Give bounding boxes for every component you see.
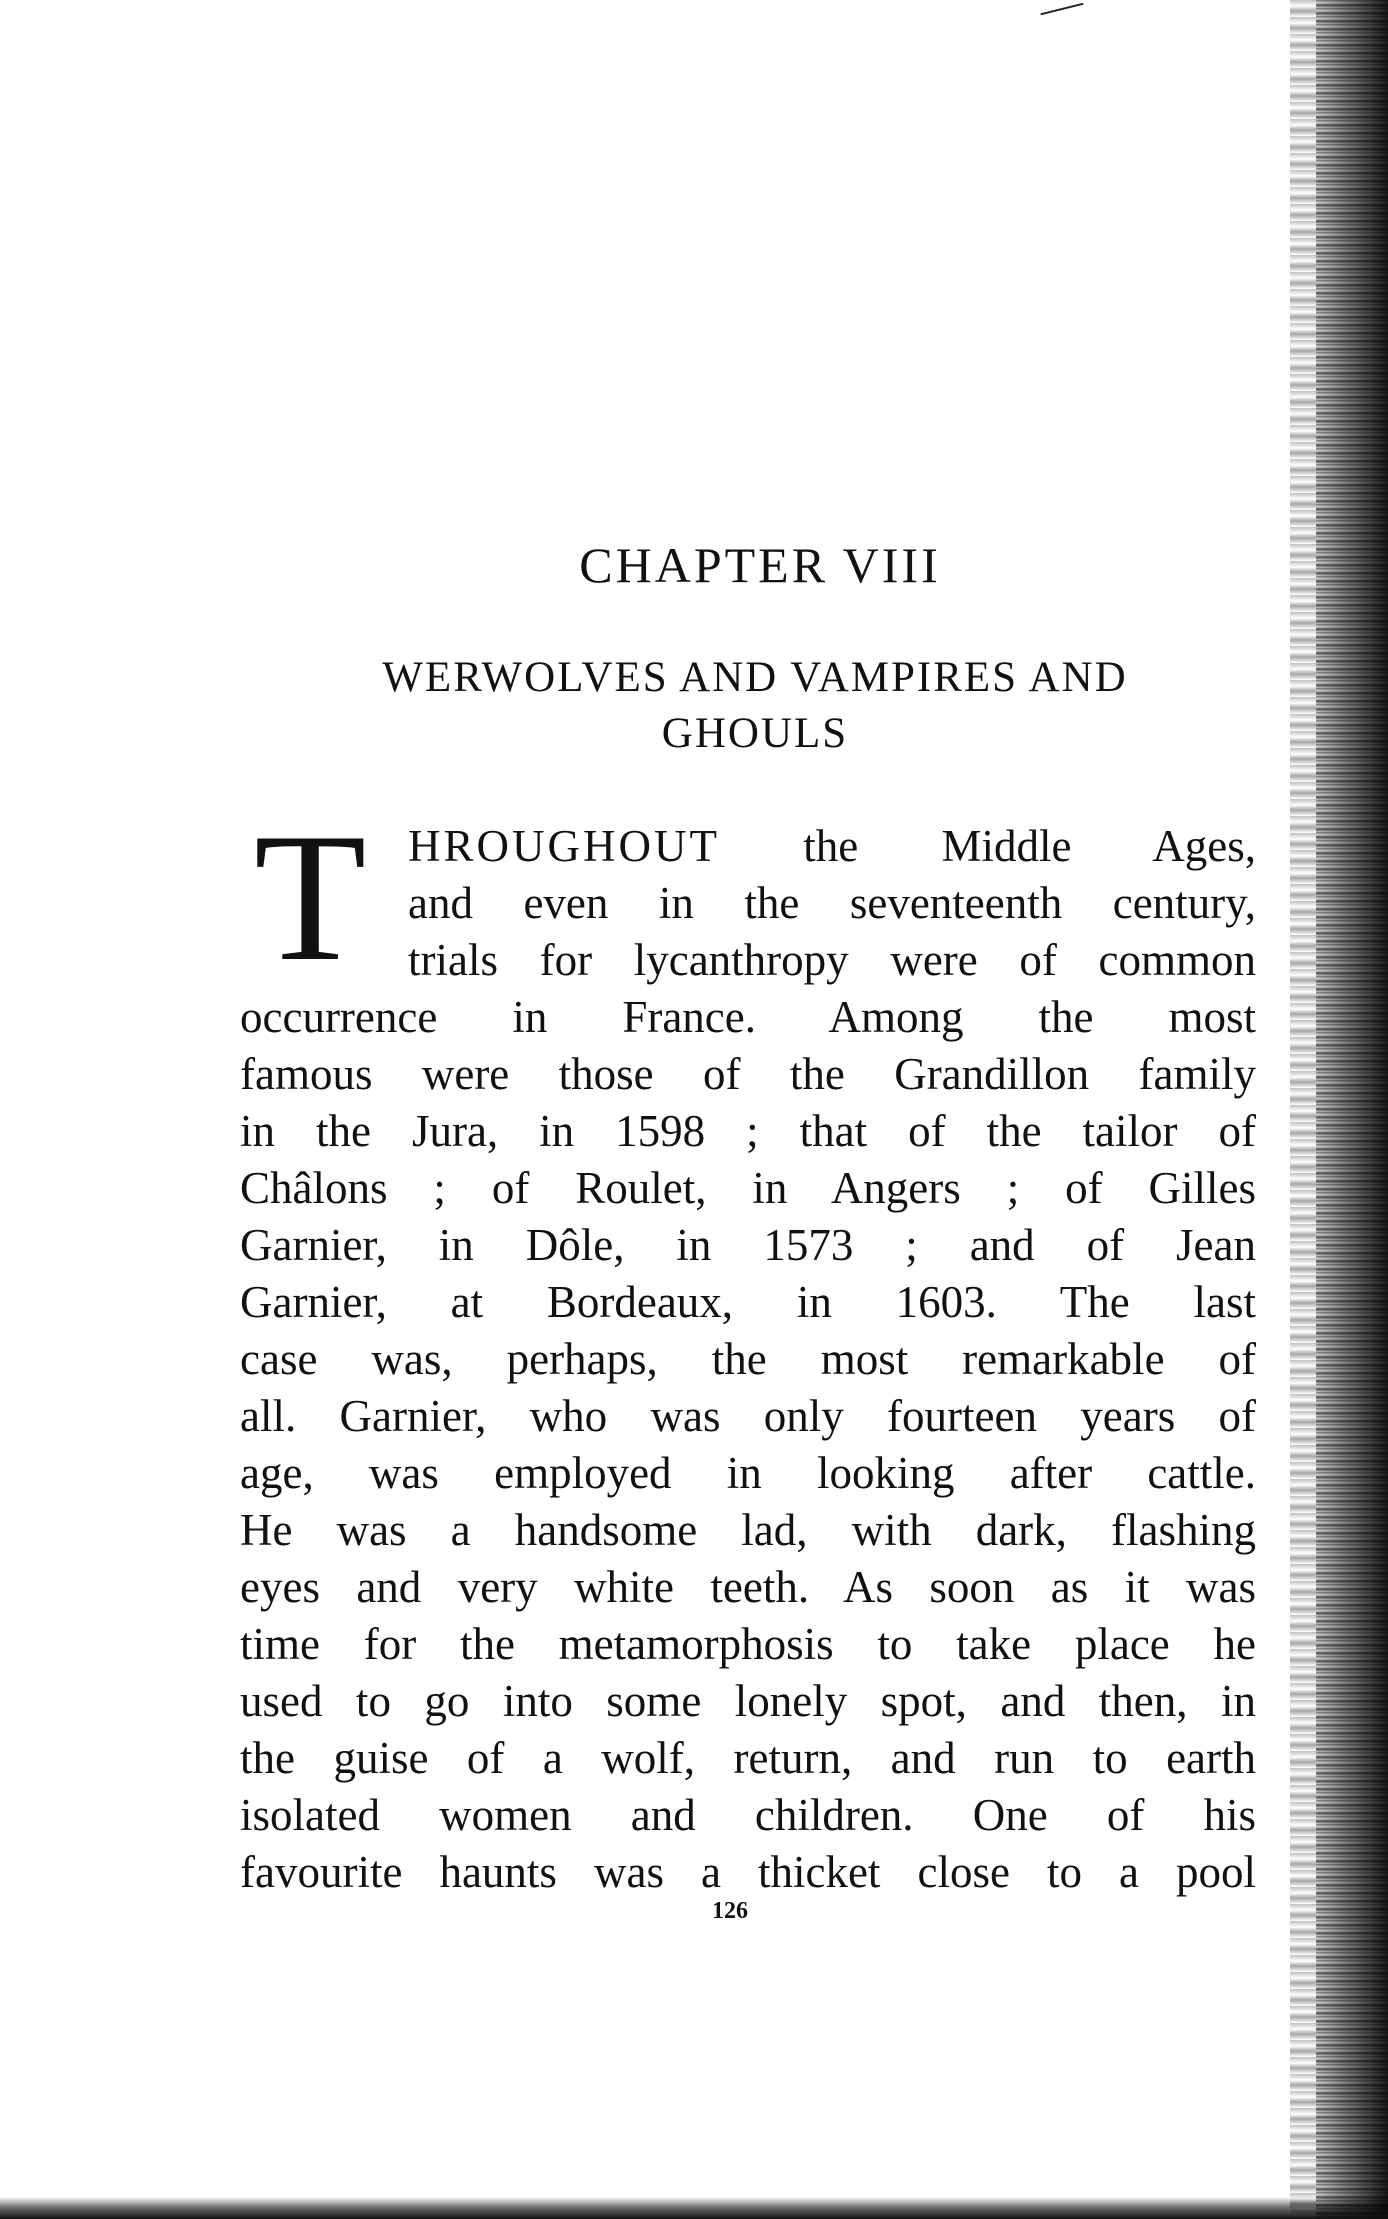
chapter-heading: CHAPTER VIII (579, 537, 941, 593)
page-edge-shadow-bottom (0, 2197, 1388, 2219)
text-line: the guise of a wolf, return, and run to earth (240, 1733, 1256, 1783)
text-line: case was, perhaps, the most remarkable of (240, 1334, 1256, 1384)
page-edge-shadow-right (1316, 0, 1388, 2219)
text-line: He was a handsome lad, with dark, flashing (240, 1505, 1256, 1555)
drop-cap: T (254, 795, 367, 999)
text-line: HROUGHOUT the Middle Ages, (408, 821, 1256, 871)
text-line: eyes and very white teeth. As soon as it was (240, 1562, 1256, 1612)
page-number: 126 (712, 1898, 748, 1924)
scan-pen-mark (1040, 3, 1083, 16)
text-line: Garnier, in Dôle, in 1573 ; and of Jean (240, 1220, 1256, 1270)
text-line: favourite haunts was a thicket close to a pool (240, 1847, 1256, 1897)
text-line: used to go into some lonely spot, and then, in (240, 1676, 1256, 1726)
text-line: all. Garnier, who was only fourteen years of (240, 1391, 1256, 1441)
text-line: Garnier, at Bordeaux, in 1603. The last (240, 1277, 1256, 1327)
text-line: Châlons ; of Roulet, in Angers ; of Gilles (240, 1163, 1256, 1213)
lead-word: HROUGHOUT (408, 821, 720, 871)
text-line: famous were those of the Grandillon family (240, 1049, 1256, 1099)
text-line: trials for lycanthropy were of common (408, 935, 1256, 985)
text-line: and even in the seventeenth century, (408, 878, 1256, 928)
text-line: age, was employed in looking after cattle. (240, 1448, 1256, 1498)
text-line: isolated women and children. One of his (240, 1790, 1256, 1840)
text-line: time for the metamorphosis to take place he (240, 1619, 1256, 1669)
body-paragraph (240, 818, 1256, 1901)
text-line: in the Jura, in 1598 ; that of the tailor of (240, 1106, 1256, 1156)
text-line: occurrence in France. Among the most (240, 992, 1256, 1042)
chapter-title: WERWOLVES AND VAMPIRES AND GHOULS (382, 654, 1128, 757)
